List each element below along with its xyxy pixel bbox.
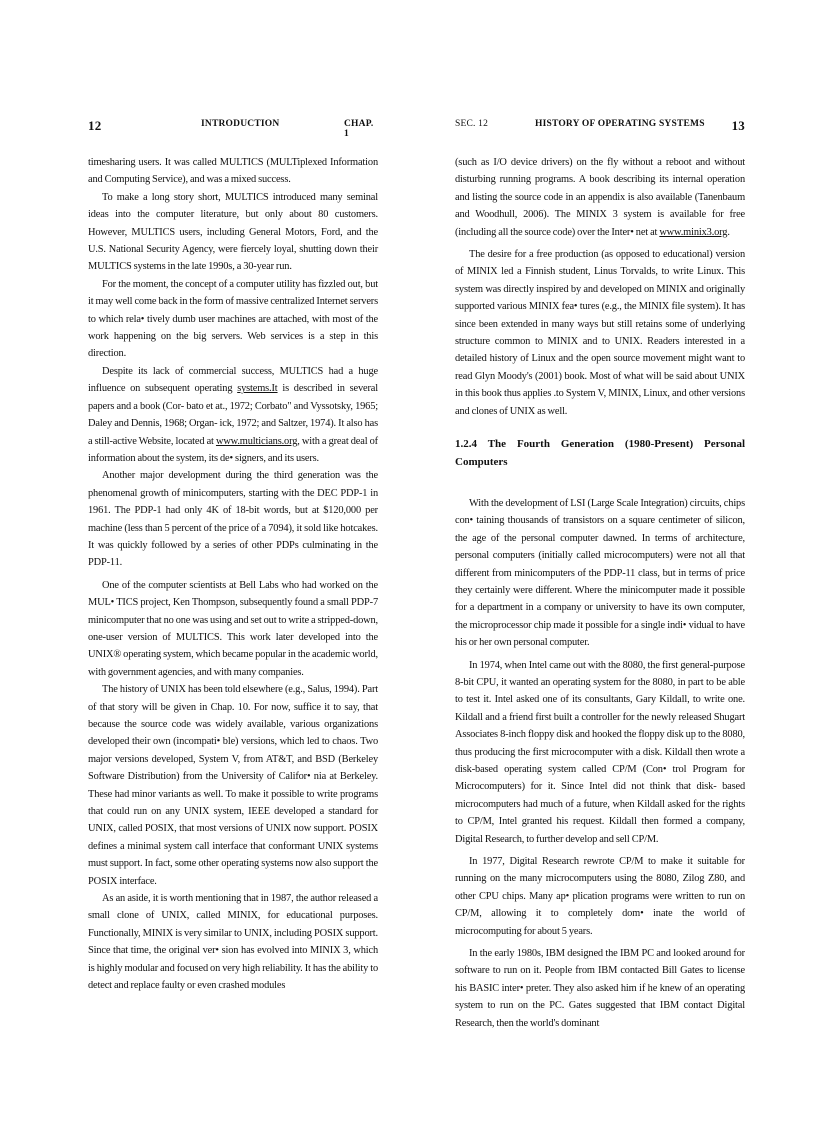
paragraph: The history of UNIX has been told elsewhere (e.g., Salus, 1994). Part of that story will be given in Chap. 10. For now, suffice it to say, that because the source code was widely available, various organizations developed their own (incompati• ble) versions, which led to chaos. Two major versions developed, System V, from AT&T, and BSD (Berkeley Software Distribution) from the University of Califor• nia at Berkeley. These had minor variants as well. To make it possible to write programs that could run on any UNIX system, IEEE developed a standard for UNIX, called POSIX, that most versions of UNIX now support. POSIX defines a minimal system call interface that conformant UNIX systems must support. In fact, some other operating systems now also support the POSIX interface.	[88, 684, 378, 887]
paragraph: One of the computer scientists at Bell Labs who had worked on the MUL• TICS project, Ken Thompson, subsequently found a small PDP-7 minicomputer that no one was using and set out to write a stripped-down, one-user version of MULTICS. This work later developed into the UNIX® operating system, which became popular in the academic world, with government agencies, and with many companies.	[88, 579, 379, 678]
paragraph: The desire for a free production (as opposed to educational) version of MINIX led a Finnish student, Linus Torvalds, to write Linux. This system was directly inspired by and developed on MINIX and originally supported various MINIX fea• tures (e.g., the MINIX file system). It has since been extended in many ways but still retains some of underlying structure common to MINIX and to UNIX. Readers interested in a detailed history of Linux and the open source movement might want to read Glyn Moody's (2001) book. Most of what will be said about UNIX in this book thus applies .to System V, MINIX, Linux, and other versions and clones of UNIX as well.	[455, 249, 745, 417]
paragraph: timesharing users. It was called MULTICS (MULTiplexed Information and Computing Service), and was a mixed success.	[88, 157, 378, 186]
right-page-number: 13	[731, 118, 745, 133]
text-run: is described in several papers and a book (Cor- bato et at., 1972; Corbato" and Vyssotsky, 1965; Daley and Dennis, 1968; Organ- ick, 1972; and Saltzer, 1974). It also has a still-active Website, located at	[88, 383, 379, 447]
left-page	[88, 118, 378, 995]
left-running-title: INTRODUCTION	[201, 119, 280, 129]
paragraph: For the moment, the concept of a computer utility has fizzled out, but it may well come back in the form of massive centralized Internet servers to which rela• tively dumb user machines are attached, with most of the work happening on the big servers. Web services is a step in this direction.	[88, 278, 378, 360]
link-systems[interactable]: systems.It	[237, 383, 278, 395]
right-body-text	[455, 154, 745, 1032]
paragraph: As an aside, it is worth mentioning that in 1987, the author released a small clone of UNIX, called MINIX, for educational purposes. Functionally, MINIX is very similar to UNIX, including POSIX support. Since that time, the original ver• sion has evolved into MINIX 3, which is highly modular and focused on very high reliability. It has the ability to detect and replace faulty or even crashed modules	[88, 893, 378, 992]
paragraph-multics-influence	[88, 363, 378, 467]
text-run: Despite its lack of commercial success, MULTICS had a huge influence on subsequent operating	[88, 365, 378, 395]
paragraph-minix-continued	[455, 154, 745, 241]
paragraph: In 1974, when Intel came out with the 8080, the first general-purpose 8-bit CPU, it wanted an operating system for the 8080, in part to be able to test it. Intel asked one of its consultants, Gary Kildall, to write one. Kildall and a friend first built a controller for the newly released Shugart Associates 8-inch floppy disk and hooked the floppy disk up to the 8080, thus producing the first microcomputer with a disk. Kildall then wrote a disk-based operating system called CP/M (Con• trol Program for Microcomputers) for it. Since Intel did not think that disk- based microcomputers had much of a future, when Kildall asked for the rights to CP/M, Intel granted his request. Kildall then formed a company, Digital Research, to further develop and sell CP/M.	[455, 659, 745, 845]
section-label: SEC. 12	[455, 119, 489, 129]
left-body-text	[88, 154, 378, 995]
paragraph: In the early 1980s, IBM designed the IBM PC and looked around for software to run on it. People from IBM contacted Bill Gates to license his BASIC inter• preter. They also asked him if he knew of an operating system to run on the PC. Gates suggested that IBM contact Digital Research, then the world's dominant	[455, 948, 745, 1029]
chapter-label: CHAP. 1	[344, 119, 374, 139]
text-run: (such as I/O device drivers) on the fly without a reboot and without disturbing running programs. A book describing its internal operation and listing the source code in an appendix is also available (Tanenbaum and Woodhull, 2006). The MINIX 3 system is available for free (including all the source code) over the Inter• net at	[455, 157, 745, 238]
link-minix3[interactable]: www.minix3.org	[659, 226, 728, 238]
right-running-head	[455, 118, 745, 136]
link-multicians[interactable]: www.multicians.org	[215, 435, 298, 447]
paragraph: With the development of LSI (Large Scale Integration) circuits, chips con• taining thousands of transistors on a square centimeter of silicon, the age of the personal computer dawned. In terms of architecture, personal computers (initially called microcomputers) were not all that different from minicomputers of the PDP-11 class, but in terms of price they certainly were different. Where the minicomputer made it possible for a department in a company or university to have its own computer, the microprocessor chip made it possible for a single indi• vidual to have his or her own personal computer.	[455, 497, 745, 649]
right-running-title: HISTORY OF OPERATING SYSTEMS	[535, 119, 705, 129]
paragraph: Another major development during the third generation was the phenomenal growth of minicomputers, starting with the DEC PDP-1 in 1961. The PDP-1 had only 4K of 18-bit words, but at $120,000 per machine (less than 5 percent of the price of a 7094), it sold like hotcakes. It was quickly followed by a series of other PDPs culminating in the PDP-11.	[88, 470, 378, 569]
right-page	[455, 118, 745, 1032]
section-heading: 1.2.4 The Fourth Generation (1980-Present) Personal Computers	[455, 438, 745, 468]
paragraph: In 1977, Digital Research rewrote CP/M to make it suitable for running on the many microcomputers using the 8080, Zilog Z80, and other CPU chips. Many ap• plication programs were written to run on CP/M, allowing it to completely dom• inate the world of microcomputing for about 5 years.	[455, 856, 745, 937]
paragraph: To make a long story short, MULTICS introduced many seminal ideas into the computer literature, but only about 80 customers. However, MULTICS users, including General Motors, Ford, and the U.S. National Security Agency, were fiercely loyal, shutting down their MULTICS systems in the late 1990s, a 30-year run.	[88, 191, 378, 273]
text-run: .	[727, 226, 730, 238]
left-running-head	[88, 118, 378, 139]
text-run: , with a great deal of information about the system, its de• signers, and its users.	[88, 435, 378, 464]
left-page-number: 12	[88, 118, 102, 133]
